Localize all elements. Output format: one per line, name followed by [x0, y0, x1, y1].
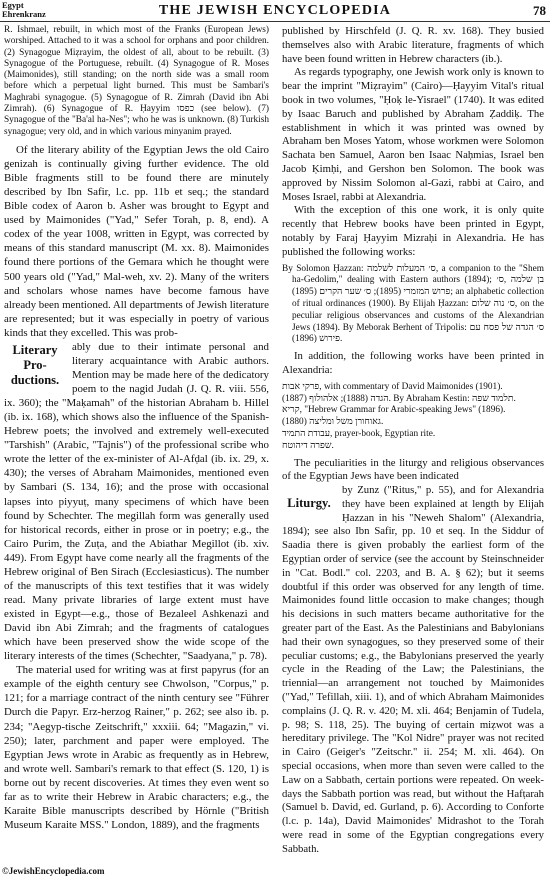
side-heading-liturgy: Liturgy. [287, 496, 331, 511]
paragraph: published by Hirschfeld (J. Q. R. xv. 168). They busied themselves also with Arabic literature, fragments of which have been found written in Hebrew characters (ib.). [282, 25, 544, 65]
paragraph: As regards typography, one Jewish work only is known to bear the imprint "Miẓrayim" (Cairo)—Ḥayyim Vital's ritual book in two volumes, "Ḥoḳ le-Yisrael" (1740). It was edited by Isaac Baruch and published by Abraham Ẓaddiḳ. The establishment in which it was printed was owned by Abraham ben Moses Yatom, whose workmen were Solomon Sachata ben Samuel, Aaron ben Isaac Naḥmias, Israel ben Jacob Ḳimḥi, and Gershon ben Solomon. The book was approved by Nissim Solomon al-Gazi, rabbi at Cairo, and Moses Israel, rabbi at Alexandria. [282, 66, 544, 203]
page-number: 78 [533, 3, 546, 18]
paragraph: In addition, the following works have been printed in Alexandria: [282, 350, 544, 376]
list-item: גאוחורן משל ומליצה (1880). [282, 417, 384, 428]
list-item: קריא, "Hebrew Grammar for Arabic-speaking Jews" (1896). [282, 405, 506, 416]
paragraph: The material used for writing was at first papyrus (for an example of the eighth century see Chwolson, "Corpus," p. 121; for a marriage contract of the ninth century see "Führer Durch die Papyr. Erz-herzog Rainer," p. 262; see also ib. p. 234; "Aegyp-tische Zeitschrift," xxxiii. 64; "Magazin," vi. 250); later, parchment and paper were employed. The Egyptian Jews wrote in Arabic as frequently as in Hebrew, and wrote well. Sambari's remark to that effect (S. 120, 1) is borne out by recent discoveries. At times they even went so far as to write their Hebrew in Arabic characters; e.g., the Karaite Bible manuscripts described by Hörnle ("British Museum Karaite MSS." London, 1889), and the fragments [4, 664, 269, 831]
side-heading-literary-productions: Literary Pro-ductions. [10, 342, 60, 387]
list-item: עבודת התמיד, prayer-book, Egyptian rite. [282, 428, 436, 439]
list-item: שפרה דיהוטח. [282, 440, 334, 451]
paragraph: With the exception of this one work, it is only quite recently that Hebrew books have been printed in Egypt, notably by Faraj Ḥayyim Mizraḥi in Alexandria. He has published the following works: [282, 204, 544, 258]
header-first-entry: Egypt [2, 0, 24, 10]
paragraph: The peculiarities in the liturgy and religious observances of the Egyptian Jews have been indicated [282, 456, 544, 483]
paragraph: by Zunz ("Ritus," p. 55), and for Alexandria they have been explained at length by Elijah Ḥazzan in his "Neweh Shalom" (Alexandria, 1894); see also Ibn Safir, pp. 10 et seq. In the Siddur of Saadia there is given probably the earliest form of the Egyptian order of service (see the account by Steinschneider in "Cat. Bodl." col. 2203, and B. A. § 62); but it seems doubtful if this order was observed for any length of time. Maimonides found little occasion to make changes; though his decisions in such matters became authoritative for the greater part of the East. As the Palestinians and Babylonians had their own synagogues, so they preserved some of their peculiar customs; e.g., the Babylonians preserved the yearly cycle in the Reading of the Law; the Palestinians, the triennial—an arrangement not touched by Maimonides ("Yad," Tefillah, xiii. 1), and of which Abraham Maimonides complains (J. Q. R. v. 420; M. xli. 464; Benjamin of Tudela, p. 98; S. 118, 25). The buying of certain miẓwot was a hereditary privilege. The "Kol Nidre" prayer was not recited in Cairo (Geiger's "Zeitschr." ii. 254; M. xli. 464). On special occasions, when more than seven were called to the Law on a Sabbath, certain portions were repeated. On week-days the Sabbath portion was read, but without the Hafṭarah (Samuel b. David, ed. Gurland, p. 6). According to Conforte (l.c. p. 14a), David Maimonides' Midrashot to the Torah were read in some of the Egyptian congregations every Sabbath. [282, 484, 544, 855]
copyright-footer: ©JewishEncyclopedia.com [2, 866, 105, 876]
right-column [282, 25, 544, 857]
alexandria-works-list [282, 382, 544, 453]
page-header [0, 0, 550, 22]
left-column [4, 25, 269, 832]
header-rule [0, 21, 550, 22]
list-item: By Solomon Ḥazzan: ס׳ המעלות לשלמה, a companion to the "Shem ha-Gedolim," dealing with Eastern authors (1894); בן שלמה ,ס׳ פרוש המזמרי (1895); ס׳ שער הקרים (1895); an alphabetic collection of ritual ordinances (1900). By Elijah Ḥazzan: ס׳ נוה שלום, on the peculiar religious observances and customs of the Alexandrian Jews (1894). By Meborak Berhent of Tripolis: ס׳ הגדה של פסח עם פירוש (1896). [282, 263, 545, 345]
header-last-entry: Ehrenkranz [2, 8, 46, 19]
works-list [282, 264, 544, 347]
list-item: פרקי אבות, with commentary of David Maimonides (1901). [282, 381, 503, 392]
paragraph: ably due to their intimate personal and literary acquaintance with Arabic authors. Mention may be made here of the dedicatory poem to the nagid Judah (J. Q. R. viii. 556, ix. 360); the "Maḳamah" of the historian Abraham b. Hillel (ib. ix. 168), which shows also the influence of the Spanish-Hebrew poets; the involved and extremely well-executed "Tarshish" (Arabic, "Tajnis") of the professional scribe who wrote the letter of the ex-minister of Al-Afḍal (ib. ix. 29, x. 430); the verses of Abraham Maimonides, mentioned even by Sambari (S. 134, 16); and the prose with occasional lapses into piyyuṭ, many specimens of which have been found by Schechter. The megillah form was generally used for historical records, either in prose or in poetry; e.g., the Cairo Purim, the Zuṭa, and the Abiathar Megillot (ib. xiv. 449). From Egypt have come nearly all the fragments of the Hebrew original of Ben Sirach (Ecclesiasticus). The number of the manuscripts of this text testifies that it was widely read. Many private libraries of large extent must have existed in Egypt—e.g., those of Bezaleel Ashkenazi and David ibn Abi Zimrah; and the fragments of catalogues which have been preserved show the wide scope of the literary interests of the times (Schechter, "Saadyana," p. 78). [4, 340, 269, 663]
paragraph: Of the literary ability of the Egyptian Jews the old Cairo genizah is continually giving further evidence. The old Bible fragments still to be found there are minutely described by Ibn Safir, l.c. pp. 11b et seq.; the standard Bible codex of Aaron b. Asher was brought to Egypt and used by Maimonides ("Yad," Sefer Torah, p. 8, end). A codex of the year 1008, written in Egypt, was corrected by means of this standard manuscript (M. xx. 8). Maimonides found there portions of the Gemara which he thought were 500 years old ("Yad," Mal-weh, xv. 2). Many of the writers and scholars whose names have become famous have already been mentioned. All departments of Jewish literature are represented; but it was especially in poetry of various kinds that they excelled. This was prob- [4, 143, 269, 339]
synagogue-footnote [4, 25, 269, 138]
running-title: THE JEWISH ENCYCLOPEDIA [158, 3, 392, 18]
footnote-text: R. Ishmael, rebuilt, in which most of the Franks (European Jews) worshiped. Attached to it was a school for orphans and poor children. (2) Synagogue Miẓrayim, the oldest of all, about to be rebuilt. (3) Synagogue of the Portuguese, rebuilt. (4) Synagogue of R. Moses (Maimonides), still standing; on the north side was a small room before which a perpetual light burned. This must be Sambari's Maghrabi synagogue. (5) Synagogue of R. Zimrah (David ibn Abi Zimrah). (6) Synagogue of R. Ḥayyim כפסו (see below). (7) Synagogue of the "Ba'al ha-Nes"; who he was is unknown. (8) Turkish synagogue; very old, and in which various minyanim prayed. [4, 25, 270, 137]
list-item: הגדה (1888); אלהולוף (1887). By Abraham Kestin: תלמוד שפה. [282, 393, 516, 404]
